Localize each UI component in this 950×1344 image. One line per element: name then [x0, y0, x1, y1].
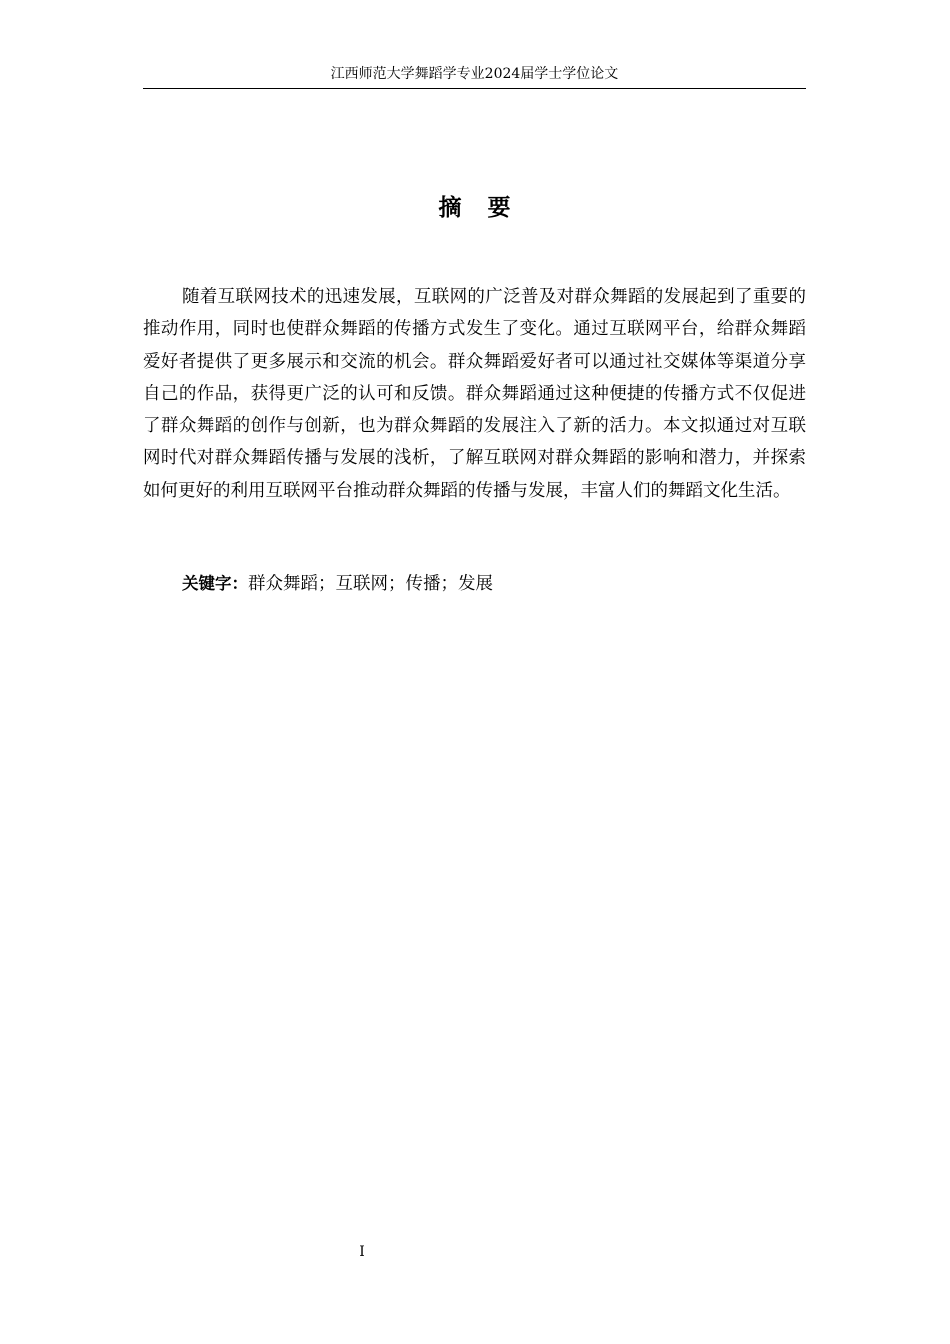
running-header	[143, 62, 806, 89]
running-header-text: 江西师范大学舞蹈学专业2024届学士学位论文	[330, 66, 619, 82]
page-number: I	[359, 1244, 365, 1260]
keywords-label: 关键字：	[182, 574, 248, 593]
keywords-line	[182, 568, 806, 600]
keywords-value: 群众舞蹈；互联网；传播；发展	[248, 574, 493, 594]
abstract-body: 随着互联网技术的迅速发展，互联网的广泛普及对群众舞蹈的发展起到了重要的推动作用，同时也使群众舞蹈的传播方式发生了变化。通过互联网平台，给群众舞蹈爱好者提供了更多展示和交流的机会。群众舞蹈爱好者可以通过社交媒体等渠道分享自己的作品，获得更广泛的认可和反馈。群众舞蹈通过这种便捷的传播方式不仅促进了群众舞蹈的创作与创新，也为群众舞蹈的发展注入了新的活力。本文拟通过对互联网时代对群众舞蹈传播与发展的浅析，了解互联网对群众舞蹈的影响和潜力，并探索如何更好的利用互联网平台推动群众舞蹈的传播与发展，丰富人们的舞蹈文化生活。	[143, 287, 806, 501]
abstract-title: 摘要	[438, 195, 537, 221]
